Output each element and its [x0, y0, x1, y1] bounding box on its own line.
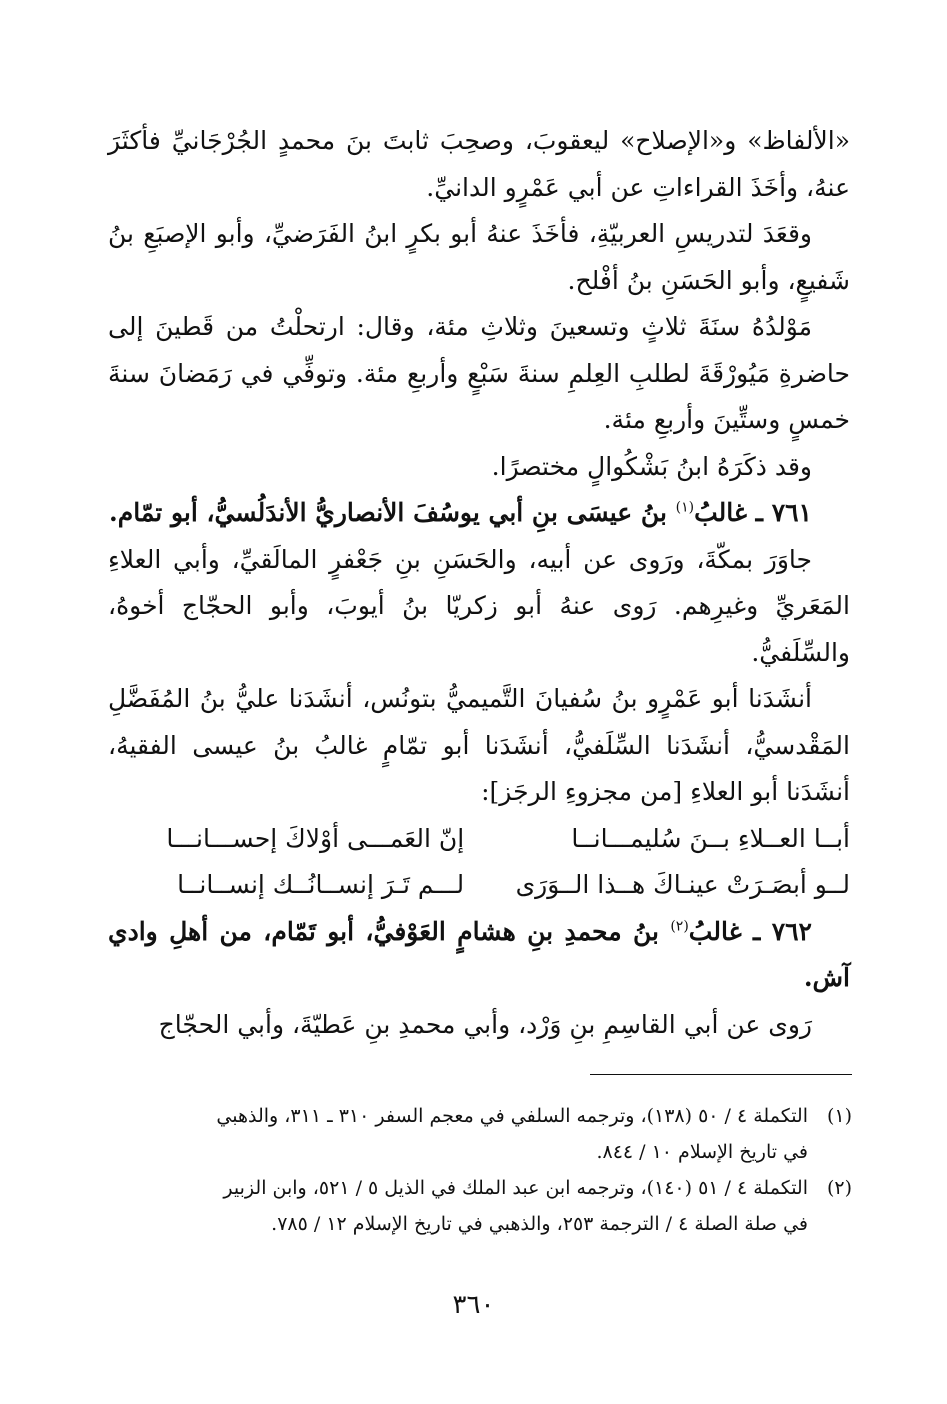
- entry-761-body-2: أنشَدَنا أبو عَمْرٍو بنُ سُفيانَ التَّميميُّ بتونُس، أنشَدَنا عليُّ بنُ المُفَضَّلِ المَقْدسيُّ، أنشَدَنا السِّلَفيُّ، أنشَدَنا أبو تمّامٍ غالبُ بنُ عيسى الفقيهُ، أنشَدَنا أبو العلاءِ [من مجزوءِ الرجَز]:: [108, 684, 850, 806]
- footnote-separator: [590, 1074, 852, 1075]
- footnote-2-line-2: في صلة الصلة ٤ / الترجمة ٢٥٣، والذهبي في تاريخ الإسلام ١٢ / ٧٨٥.: [271, 1213, 808, 1235]
- entry-761-heading-pre: ٧٦١ ـ غالبُ: [694, 498, 812, 527]
- footnote-1-line-2: في تاريخ الإسلام ١٠ / ٨٤٤.: [596, 1141, 808, 1163]
- entry-762-heading: [108, 909, 850, 1002]
- verse-line-1: [108, 816, 850, 863]
- paragraph-2: وقعَدَ لتدريسِ العربيّةِ، فأخَذَ عنهُ أبو بكرٍ ابنُ الفَرَضيِّ، وأبو الإصبَعِ بنُ شَفيعٍ، وأبو الحَسَنِ بنُ أفْلح.: [108, 219, 850, 295]
- footnote-ref-2: (٢): [670, 918, 689, 935]
- paragraph-3: مَوْلدُهُ سنَةَ ثلاثٍ وتسعينَ وثلاثِ مئة، وقال: ارتحلْتُ من قَطينَ إلى حاضرةِ مَيُورْقَةَ لطلبِ العِلمِ سنةَ سَبْعٍ وأربعِ مئة. وتوفِّي في رَمَضانَ سنةَ خمسٍ وستِّينَ وأربعِ مئة.: [108, 312, 850, 434]
- footnotes: [108, 1098, 852, 1242]
- footnote-2-line-1: التكملة ٤ / ٥١ (١٤٠)، وترجمه ابن عبد الملك في الذيل ٥ / ٥٢١، وابن الزبير: [223, 1177, 808, 1199]
- entry-762-heading-pre: ٧٦٢ ـ غالبُ: [688, 916, 812, 946]
- footnote-1-number: (١): [826, 1105, 852, 1127]
- paragraph-1: «الألفاظ» و«الإصلاح» ليعقوبَ، وصحِبَ ثابتَ بنَ محمدٍ الجُرْجَانيِّ فأكثَرَ عنهُ، وأخَذَ القراءاتِ عن أبي عَمْرٍو الدانيِّ.: [108, 126, 850, 202]
- paragraph-4: وقد ذكَرَهُ ابنُ بَشْكُوالٍ مختصرًا.: [491, 451, 812, 481]
- entry-762-heading-post: بنُ محمدِ بنِ هشامٍ العَوْفيُّ، أبو تَمّام، من أهلِ وادي آش.: [108, 916, 850, 992]
- main-text: [108, 118, 850, 1048]
- footnote-1: [108, 1098, 852, 1170]
- entry-762-body-1: رَوى عن أبي القاسِمِ بنِ وَرْد، وأبي محمدِ بنِ عَطيّةَ، وأبي الحجّاج: [158, 1009, 812, 1039]
- entry-761-heading: [108, 490, 850, 537]
- verse-line-2: [108, 862, 850, 909]
- footnote-2-number: (٢): [826, 1177, 852, 1199]
- entry-761-body-1: جاوَرَ بمكّةَ، ورَوى عن أبيه، والحَسَنِ بنِ جَعْفرٍ المالَقيِّ، وأبي العلاءِ المَعَريِّ وغيرِهم. رَوى عنهُ أبو زكريّا بنُ أيوبَ، وأبو الحجّاج أخوهُ، والسِّلَفيُّ.: [108, 544, 850, 667]
- footnote-1-line-1: التكملة ٤ / ٥٠ (١٣٨)، وترجمه السلفي في معجم السفر ٣١٠ ـ ٣١١، والذهبي: [216, 1105, 808, 1127]
- verse-2-second-hemistich: لـــم تَـرَ إنســانُــك إنســانــا: [177, 870, 465, 899]
- footnote-2: [108, 1170, 852, 1242]
- verse-1-first-hemistich: أبــا العــلاءِ بــنَ سُليمـــانــا: [571, 823, 850, 853]
- entry-761-heading-post: بنُ عيسَى بنِ أبي يوسُفَ الأنصاريُّ الأندَلُسيُّ، أبو تمّام.: [109, 498, 667, 527]
- footnote-ref-1: (١): [675, 499, 695, 516]
- verse-2-first-hemistich: لــو أبصَـرَتْ عينـاكَ هــذا الــوَرَى: [515, 870, 850, 899]
- footnote-1-text: [108, 1098, 808, 1170]
- footnote-2-text: [108, 1170, 808, 1242]
- page-number: ٣٦٠: [452, 1290, 495, 1320]
- verse-1-second-hemistich: إنّ العَمـــى أوْلاكَ إحســـانـــا: [166, 823, 465, 853]
